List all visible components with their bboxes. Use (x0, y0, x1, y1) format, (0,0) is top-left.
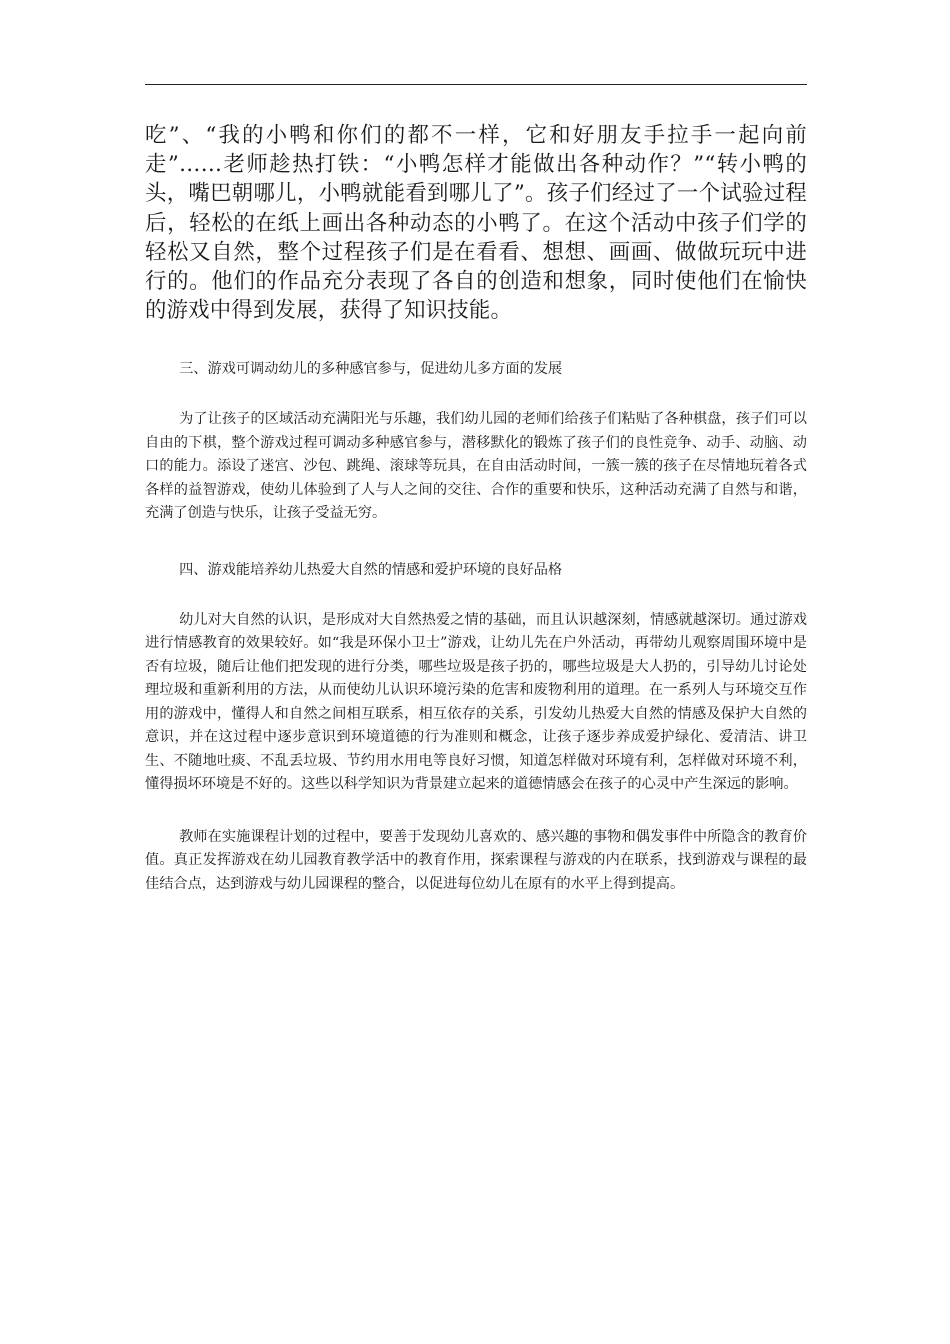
paragraph-continued: 吃”、“我的小鸭和你们的都不一样，它和好朋友手拉手一起向前走”……老师趁热打铁：“小鸭怎样才能做出各种动作？”“转小鸭的头，嘴巴朝哪儿，小鸭就能看到哪儿了”。孩子们经过了一个试验过程后，轻松的在纸上画出各种动态的小鸭了。在这个活动中孩子们学的轻松又自然，整个过程孩子们是在看看、想想、画画、做做玩玩中进行的。他们的作品充分表现了各自的创造和想象，同时使他们在愉快的游戏中得到发展，获得了知识技能。 (145, 123, 807, 324)
paragraph-section-three: 为了让孩子的区域活动充满阳光与乐趣，我们幼儿园的老师们给孩子们粘贴了各种棋盘，孩子们可以自由的下棋，整个游戏过程可调动多种感官参与，潜移默化的锻炼了孩子们的良性竞争、动手、动脑、动口的能力。添设了迷宫、沙包、跳绳、滚球等玩具，在自由活动时间，一簇一簇的孩子在尽情地玩着各式各样的益智游戏，使幼儿体验到了人与人之间的交往、合作的重要和快乐，这种活动充满了自然与和谐，充满了创造与快乐，让孩子受益无穷。 (145, 411, 807, 522)
document-body (145, 121, 807, 896)
paragraph-section-four: 幼儿对大自然的认识，是形成对大自然热爱之情的基础，而且认识越深刻，情感就越深切。通过游戏进行情感教育的效果较好。如“我是环保小卫士”游戏，让幼儿先在户外活动，再带幼儿观察周围环境中是否有垃圾，随后让他们把发现的进行分类，哪些垃圾是孩子扔的，哪些垃圾是大人扔的，引导幼儿讨论处理垃圾和重新利用的方法，从而使幼儿认识环境污染的危害和废物利用的道理。在一系列人与环境交互作用的游戏中，懂得人和自然之间相互联系，相互依存的关系，引发幼儿热爱大自然的情感及保护大自然的意识，并在这过程中逐步意识到环境道德的行为准则和概念，让孩子逐步养成爱护绿化、爱清洁、讲卫生、不随地吐痰、不乱丢垃圾、节约用水用电等良好习惯，知道怎样做对环境有利，怎样做对环境不利，懂得损坏环境是不好的。这些以科学知识为背景建立起来的道德情感会在孩子的心灵中产生深远的影响。 (145, 611, 807, 793)
paragraph-conclusion: 教师在实施课程计划的过程中，要善于发现幼儿喜欢的、感兴趣的事物和偶发事件中所隐含的教育价值。真正发挥游戏在幼儿园教育教学活中的教育作用，探索课程与游戏的内在联系，找到游戏与课程的最佳结合点，达到游戏与幼儿园课程的整合，以促进每位幼儿在原有的水平上得到提高。 (145, 828, 807, 892)
section-heading-three: 三、游戏可调动幼儿的多种感官参与，促进幼儿多方面的发展 (179, 361, 563, 378)
section-heading-four: 四、游戏能培养幼儿热爱大自然的情感和爱护环境的良好品格 (179, 561, 563, 578)
header-rule (145, 84, 807, 85)
